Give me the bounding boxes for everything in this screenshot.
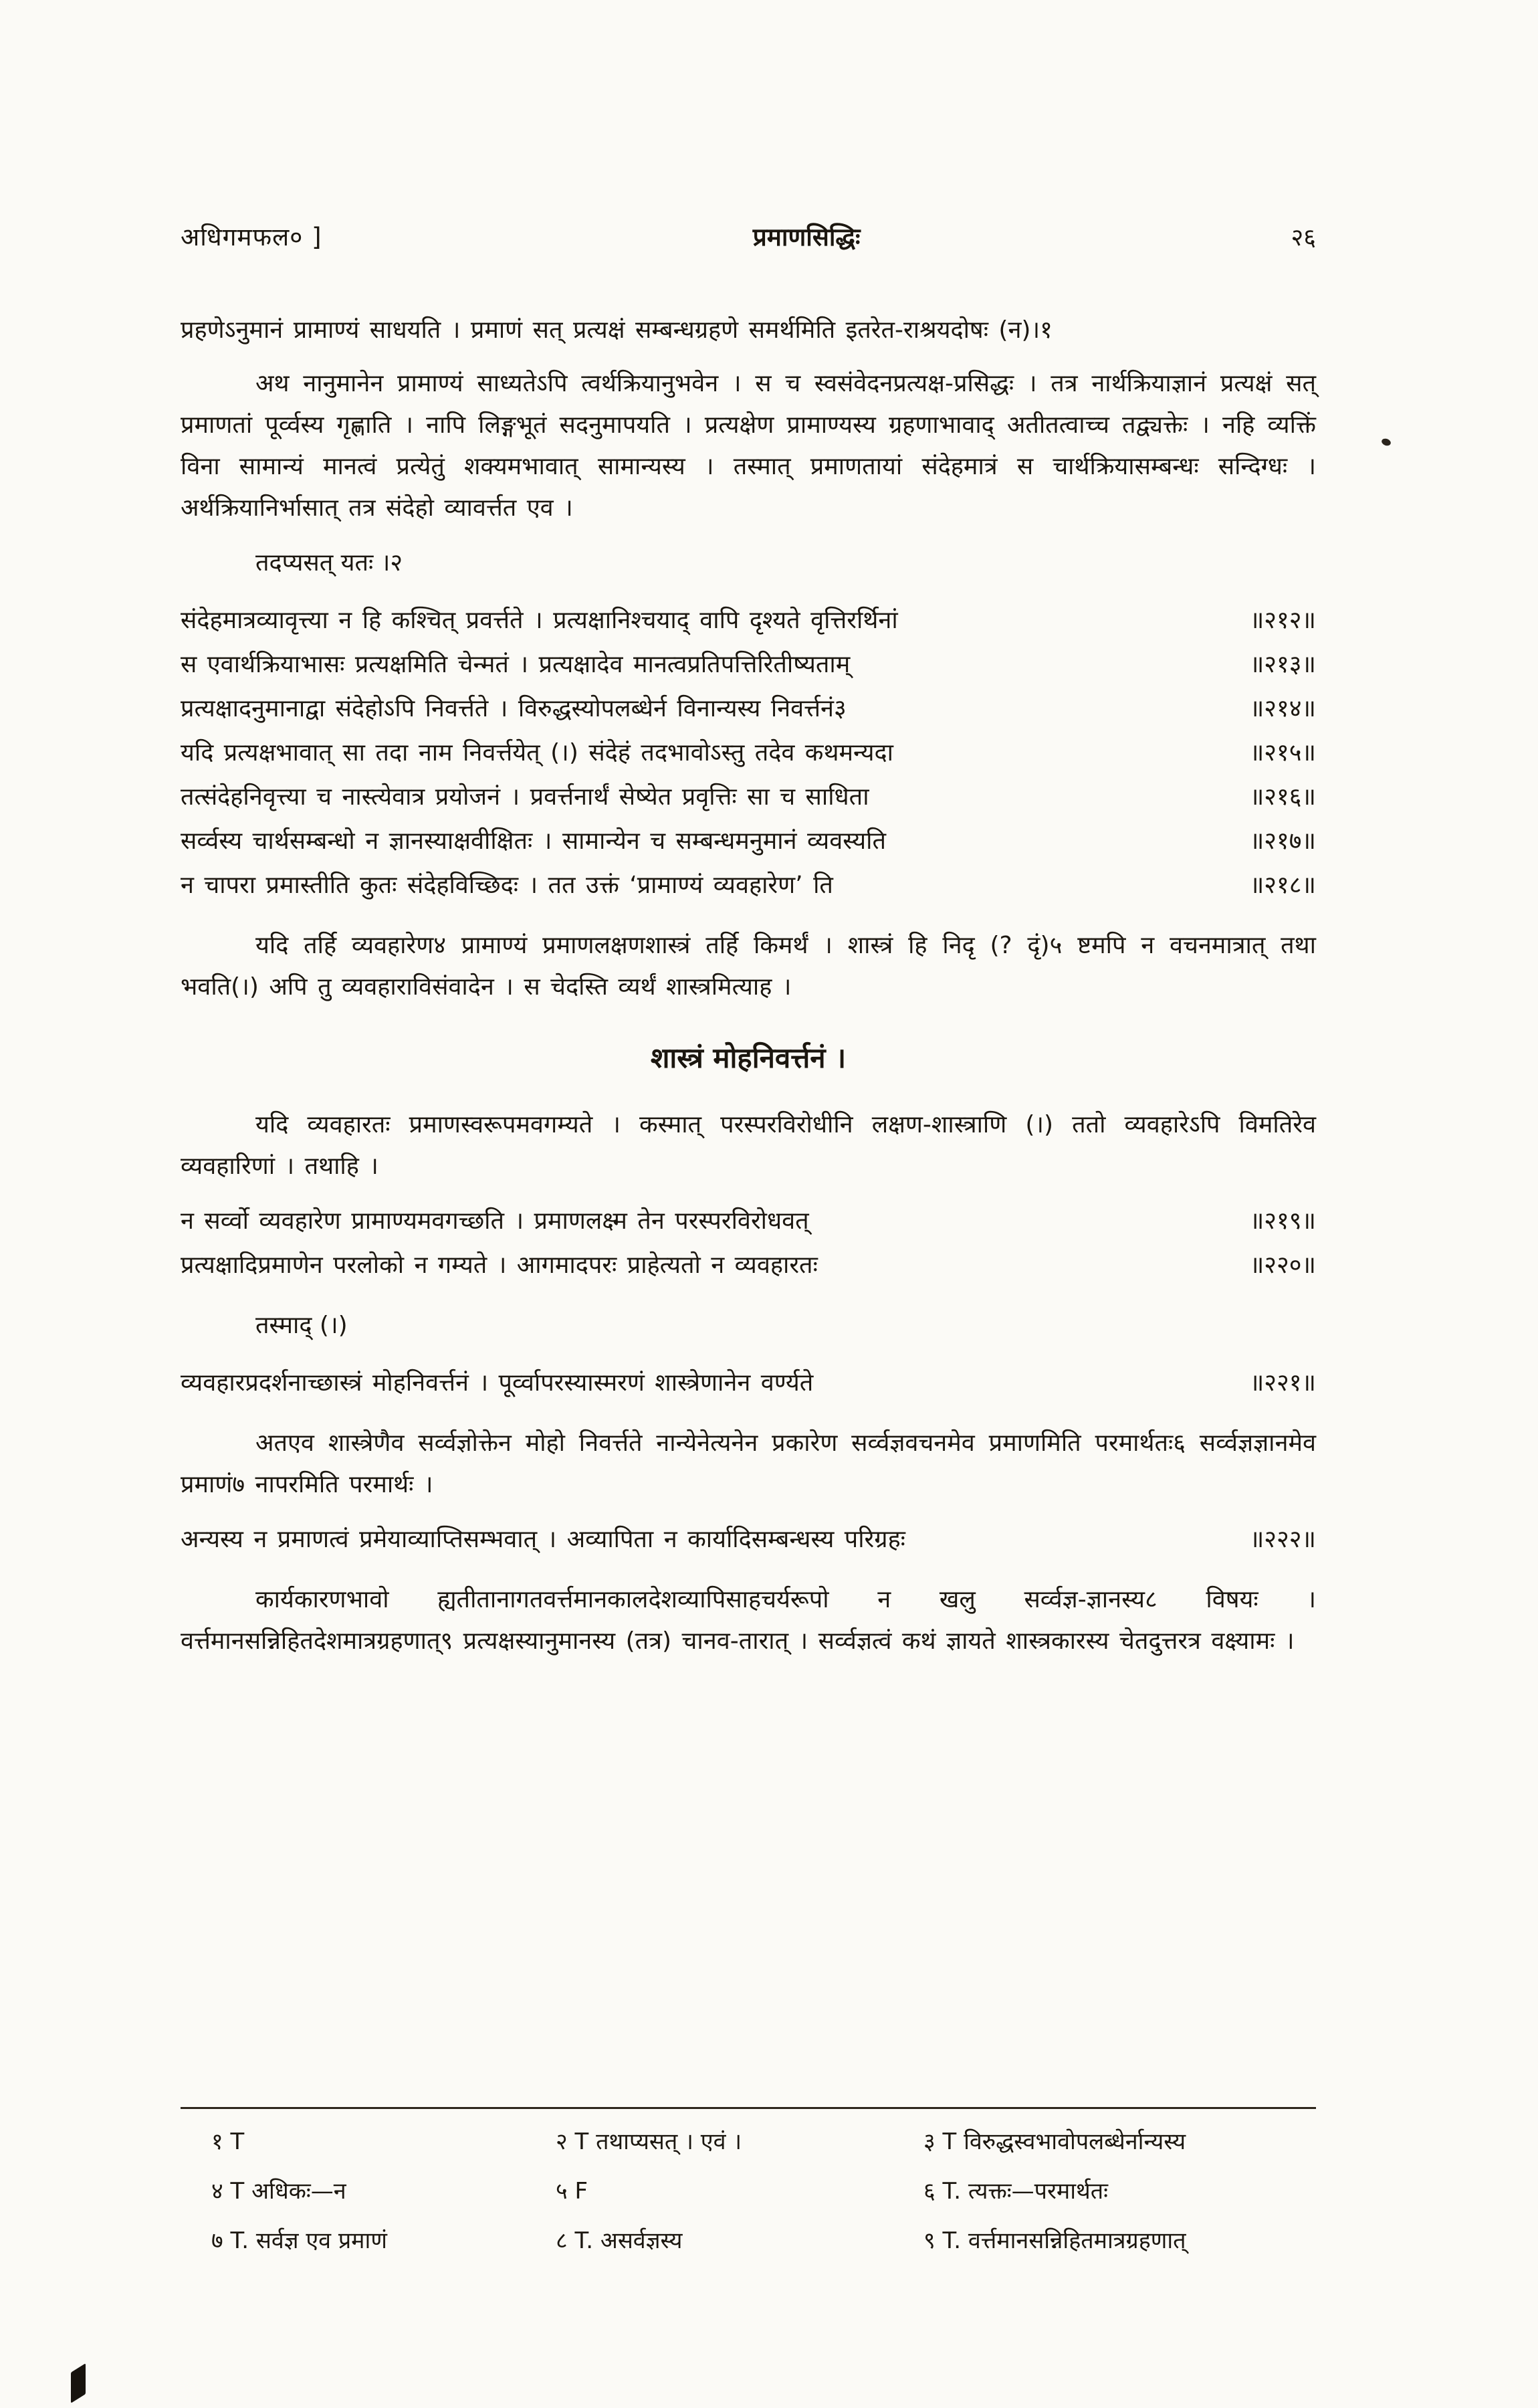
header-section-title: अधिगमफल० ] [181, 223, 322, 252]
footnote-divider [181, 2107, 1316, 2109]
footnote-block [181, 2107, 1316, 2256]
footnote-grid [181, 2126, 1316, 2256]
verse-line [181, 643, 1316, 687]
verse-number: ॥२२१॥ [1249, 1369, 1316, 1397]
verse-number: ॥२१५॥ [1249, 739, 1316, 767]
verse-text: न चापरा प्रमास्तीति कुतः संदेहविच्छिदः । तत उक्तं ‘प्रामाण्यं व्यवहारेण’ ति [181, 872, 833, 899]
verse-number: ॥२१९॥ [1249, 1207, 1316, 1235]
verse-text: स एवार्थक्रियाभासः प्रत्यक्षमिति चेन्मतं । प्रत्यक्षादेव मानत्वप्रतिपत्तिरितीष्यताम् [181, 651, 851, 678]
verse-number: ॥२१८॥ [1249, 872, 1316, 899]
verse-text: सर्व्वस्य चार्थसम्बन्धो न ज्ञानस्याक्षवीक्षितः । सामान्येन च सम्बन्धमनुमानं व्यवस्यति [181, 827, 886, 855]
verse-text: संदेहमात्रव्यावृत्त्या न हि कश्चित् प्रवर्त्तते । प्रत्यक्षानिश्चयाद् वापि दृश्यते वृत्तिरर्थिनां [181, 607, 898, 634]
footnote-entry: ८ T. असर्वज्ञस्य [556, 2227, 683, 2254]
verse-group [181, 1518, 1316, 1562]
verse-text: व्यवहारप्रदर्शनाच्छास्त्रं मोहनिवर्त्तनं । पूर्व्वापरस्यास्मरणं शास्त्रेणानेन वर्ण्यते [181, 1369, 814, 1397]
verse-line [181, 1199, 1316, 1243]
verse-number: ॥२१४॥ [1249, 695, 1316, 722]
verse-group [181, 1361, 1316, 1405]
verse-number: ॥२२०॥ [1249, 1251, 1316, 1279]
verse-number: ॥२१६॥ [1249, 783, 1316, 811]
footnote-entry: ७ T. सर्वज्ञ एव प्रमाणं [211, 2227, 387, 2254]
paragraph-lead-in: तस्माद् (।) [255, 1312, 348, 1339]
verse-number: ॥२१२॥ [1249, 607, 1316, 634]
paragraph: यदि व्यवहारतः प्रमाणस्वरूपमवगम्यते । कस्मात् परस्परविरोधीनि लक्षण-शास्त्राणि (।) ततो व्यवहारेऽपि विमतिरेव व्यवहारिणां । तथाहि । [181, 1111, 1316, 1180]
verse-line [181, 819, 1316, 864]
verse-line [181, 1243, 1316, 1288]
paragraph: यदि तर्हि व्यवहारेण४ प्रामाण्यं प्रमाणलक्षणशास्त्रं तर्हि किमर्थं । शास्त्रं हि निदृ (? दृं)५ ष्टमपि न वचनमात्रात् तथा भवति(।) अपि तु व्यवहाराविसंवादेन । स चेदस्ति व्यर्थं शास्त्रमित्याह । [181, 932, 1316, 1001]
footnote-entry: ९ T. वर्त्तमानसन्निहितमात्रग्रहणात् [923, 2227, 1186, 2254]
footnote-entry: २ T तथाप्यसत् । एवं । [556, 2128, 742, 2155]
verse-text: प्रत्यक्षादनुमानाद्वा संदेहोऽपि निवर्त्तते । विरुद्धस्योपलब्धेर्न विनान्यस्य निवर्त्तनं३ [181, 695, 847, 722]
verse-number: ॥२२२॥ [1249, 1526, 1316, 1553]
verse-line [181, 1518, 1316, 1562]
scan-speck [1381, 437, 1392, 447]
verse-number: ॥२१३॥ [1249, 651, 1316, 678]
footnote-entry: ४ T अधिकः—न [211, 2178, 346, 2205]
verse-line [181, 864, 1316, 908]
footnote-entry: १ T [211, 2128, 245, 2155]
paragraph: अथ नानुमानेन प्रामाण्यं साध्यतेऽपि त्वर्थक्रियानुभवेन । स च स्वसंवेदनप्रत्यक्ष-प्रसिद्धः । तत्र नार्थक्रियाज्ञानं प्रत्यक्षं सत् प्रमाणतां पूर्व्वस्य गृह्णाति । नापि लिङ्गभूतं सदनुमापयति । प्रत्यक्षेण प्रामाण्यस्य ग्रहणाभावाद् अतीतत्वाच्च तद्व्यक्तेः । नहि व्यक्तिं विना सामान्यं मानत्वं प्रत्येतुं शक्यमभावात् सामान्यस्य । तस्मात् प्रमाणतायां संदेहमात्रं स चार्थक्रियासम्बन्धः सन्दिग्धः । अर्थक्रियानिर्भासात् तत्र संदेहो व्यावर्त्तत एव । [181, 370, 1316, 522]
paragraph-lead-in: तदप्यसत् यतः ।२ [255, 549, 403, 577]
verse-line [181, 731, 1316, 775]
verse-line [181, 687, 1316, 731]
paragraph: अतएव शास्त्रेणैव सर्व्वज्ञोक्तेन मोहो निवर्त्तते नान्येनेत्यनेन प्रकारेण सर्व्वज्ञवचनमेव प्रमाणमिति परमार्थतः६ सर्व्वज्ञज्ञानमेव प्रमाणं७ नापरमिति परमार्थः । [181, 1429, 1316, 1498]
verse-line [181, 775, 1316, 819]
verse-number: ॥२१७॥ [1249, 827, 1316, 855]
header-chapter-title: प्रमाणसिद्धिः [752, 223, 861, 252]
scan-ink-mark [71, 2363, 86, 2403]
footnote-entry: ६ T. त्यक्तः—परमार्थतः [923, 2178, 1109, 2205]
footnote-entry: ५ F [556, 2178, 588, 2205]
header-page-number: २६ [1291, 224, 1316, 252]
verse-text: अन्यस्य न प्रमाणत्वं प्रमेयाव्याप्तिसम्भवात् । अव्यापिता न कार्यादिसम्बन्धस्य परिग्रहः [181, 1526, 905, 1553]
verse-text: यदि प्रत्यक्षभावात् सा तदा नाम निवर्त्तयेत् (।) संदेहं तदभावोऽस्तु तदेव कथमन्यदा [181, 739, 893, 767]
running-header [181, 221, 1316, 255]
paragraph: प्रहणेऽनुमानं प्रामाण्यं साधयति । प्रमाणं सत् प्रत्यक्षं सम्बन्धग्रहणे समर्थमिति इतरेत-राश्रयदोषः (न)।१ [181, 316, 1053, 344]
verse-line [181, 599, 1316, 643]
section-heading: शास्त्रं मोहनिवर्त्तनं । [650, 1041, 847, 1074]
verse-line [181, 1361, 1316, 1405]
verse-text: तत्संदेहनिवृत्त्या च नास्त्येवात्र प्रयोजनं । प्रवर्त्तनार्थं सेष्येत प्रवृत्तिः सा च साधिता [181, 783, 869, 811]
verse-group [181, 1199, 1316, 1288]
page-body [181, 310, 1316, 1662]
verse-text: न सर्व्वो व्यवहारेण प्रामाण्यमवगच्छति । प्रमाणलक्ष्म तेन परस्परविरोधवत् [181, 1207, 809, 1235]
verse-group [181, 599, 1316, 908]
footnote-entry: ३ T विरुद्धस्वभावोपलब्धेर्नान्यस्य [923, 2128, 1186, 2155]
paragraph: कार्यकारणभावो ह्यतीतानागतवर्त्तमानकालदेशव्यापिसाहचर्यरूपो न खलु सर्व्वज्ञ-ज्ञानस्य८ विषयः । वर्त्तमानसन्निहितदेशमात्रग्रहणात्९ प्रत्यक्षस्यानुमानस्य (तत्र) चानव-तारात् । सर्व्वज्ञत्वं कथं ज्ञायते शास्त्रकारस्य चेतदुत्तरत्र वक्ष्यामः । [181, 1586, 1316, 1655]
verse-text: प्रत्यक्षादिप्रमाणेन परलोको न गम्यते । आगमादपरः प्राहेत्यतो न व्यवहारतः [181, 1251, 818, 1279]
